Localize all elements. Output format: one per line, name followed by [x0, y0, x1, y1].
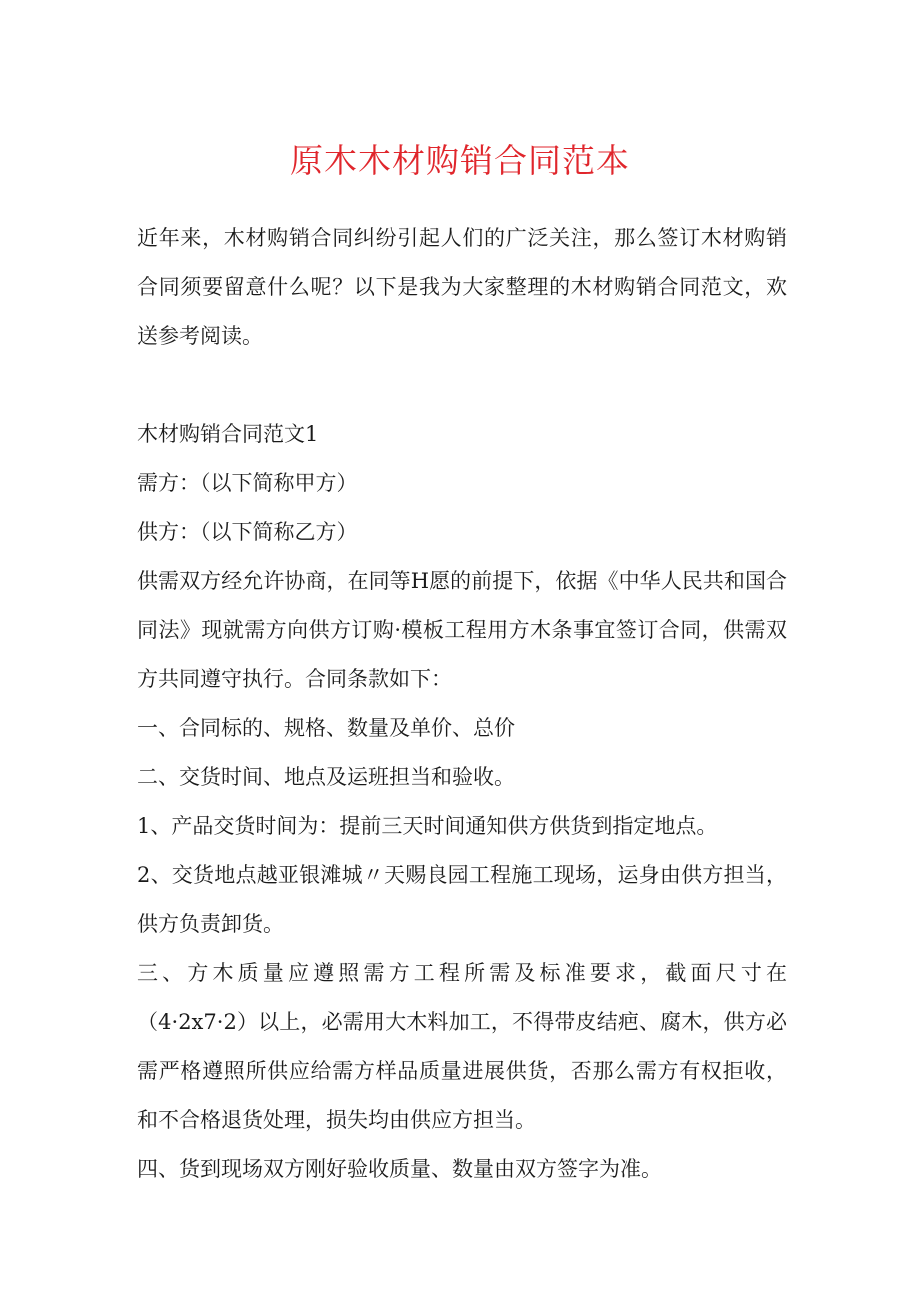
- clause-2: 二、交货时间、地点及运班担当和验收。: [137, 765, 515, 789]
- buyer-line: 需方：（以下简称甲方）: [137, 471, 358, 495]
- clause-2-1: 1、产品交货时间为：提前三天时间通知供方供货到指定地点。: [137, 814, 718, 838]
- clause-4: 四、货到现场双方刚好验收质量、数量由双方签字为准。: [137, 1157, 662, 1181]
- paragraph-gap: [137, 361, 787, 410]
- intro-paragraph: 近年来，木材购销合同纠纷引起人们的广泛关注，那么签订木材购销合同须要留意什么呢？以下是我为大家整理的木材购销合同范文，欢送参考阅读。: [137, 226, 787, 348]
- preamble-paragraph: 供需双方经允许协商，在同等H愿的前提下，依据《中华人民共和国合同法》现就需方向供方订购·模板工程用方木条事宜签订合同，供需双方共同遵守执行。合同条款如下：: [137, 569, 787, 691]
- clause-2-2: 2、交货地点越亚银滩城〃天赐良园工程施工现场，运身由供方担当，供方负责卸货。: [137, 863, 787, 936]
- clause-3: 三、方木质量应遵照需方工程所需及标准要求，截面尺寸在（4·2x7·2）以上，必需用大木料加工，不得带皮结疤、腐木，供方必需严格遵照所供应给需方样品质量进展供货，否那么需方有权拒收，和不合格退货处理，损失均由供应方担当。: [137, 961, 787, 1132]
- clause-1: 一、合同标的、规格、数量及单价、总价: [137, 716, 515, 740]
- document-body: [137, 214, 787, 1194]
- section-title: 木材购销合同范文1: [137, 422, 319, 446]
- seller-line: 供方：（以下简称乙方）: [137, 520, 358, 544]
- document-title: 原木木材购销合同范本: [290, 141, 630, 180]
